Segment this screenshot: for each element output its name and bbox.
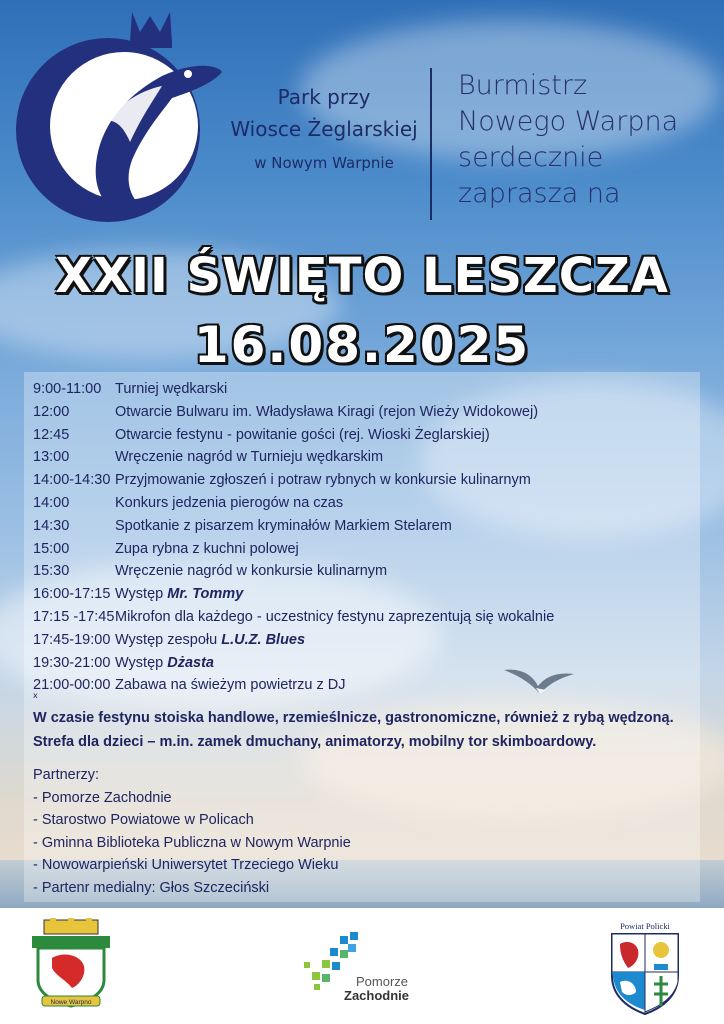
schedule-time: 17:15 -17:45 [33, 608, 115, 625]
info-text [33, 706, 703, 754]
performer-name: Mr. Tommy [167, 586, 244, 603]
park-text [228, 82, 420, 180]
schedule-desc-text: Wręczenie nagród w Turnieju wędkarskim [115, 449, 384, 466]
event-date: 16.08.2025 [193, 316, 531, 374]
schedule-row [33, 446, 693, 469]
partner-item: - Partenr medialny: Głos Szczeciński [33, 879, 270, 896]
info-line: Strefa dla dzieci – m.in. zamek dmuchany, animatorzy, mobilny tor skimboardowy. [33, 734, 597, 750]
schedule-desc-text: Spotkanie z pisarzem kryminałów Markiem Stelarem [115, 517, 452, 534]
schedule-desc [115, 674, 345, 697]
schedule-time: 14:00-14:30 [33, 472, 111, 489]
park-line-2: Wiosce Żeglarskiej [230, 117, 418, 141]
mayor-line: Burmistrz [458, 70, 588, 101]
schedule-desc [115, 424, 490, 447]
schedule-desc [115, 538, 299, 561]
schedule-time: 14:00 [33, 494, 70, 511]
schedule-desc-text: Turniej wędkarski [115, 381, 228, 397]
info-line: W czasie festynu stoiska handlowe, rzemieślnicze, gastronomiczne, również z rybą wędzoną. [33, 710, 674, 726]
performer-name: Dżasta [167, 654, 214, 671]
schedule-desc-text: Mikrofon dla każdego - uczestnicy festynu zaprezentują się wokalnie [115, 608, 555, 625]
schedule-time: 15:00 [33, 540, 70, 557]
schedule-row [33, 538, 693, 561]
schedule-time: 12:00 [33, 403, 70, 420]
schedule-desc [115, 492, 343, 515]
schedule-desc-text: Otwarcie festynu - powitanie gości (rej. Wioski Żeglarskiej) [115, 426, 490, 443]
performer-name: L.U.Z. Blues [221, 631, 306, 648]
schedule-desc-text: Konkurs jedzenia pierogów na czas [115, 494, 344, 511]
pz-line-1: Pomorze [356, 974, 409, 989]
event-title: XXII ŚWIĘTO LESZCZA [55, 248, 669, 304]
schedule-time: 16:00-17:15 [33, 586, 111, 603]
partners-heading: Partnerzy: [33, 767, 100, 783]
schedule-desc-text: Występ [115, 654, 168, 671]
schedule-desc [115, 515, 452, 538]
schedule-row [33, 515, 693, 538]
schedule-desc-text: Występ zespołu [115, 631, 222, 648]
header-divider [430, 68, 432, 220]
schedule-row [33, 401, 693, 424]
schedule-row [33, 606, 693, 629]
mayor-line: serdecznie [458, 142, 604, 173]
partner-item: - Gminna Biblioteka Publiczna w Nowym Warpnie [33, 834, 351, 851]
schedule-row [33, 492, 693, 515]
pp-label: Powiat Policki [620, 921, 670, 931]
schedule-row [33, 674, 693, 697]
schedule-time: 14:30 [33, 517, 70, 534]
schedule-row [33, 378, 693, 401]
partner-item: - Starostwo Powiatowe w Policach [33, 812, 254, 828]
mayor-invitation [458, 68, 678, 212]
schedule-time: 21:00-00:00 [33, 677, 111, 694]
schedule-desc [115, 606, 554, 629]
schedule-desc [115, 652, 214, 675]
park-line-1: Park przy [277, 85, 371, 109]
schedule-row [33, 629, 693, 652]
schedule-desc-text: Wręczenie nagród w konkursie kulinarnym [115, 563, 388, 580]
schedule-desc-text: Występ [115, 586, 168, 603]
schedule-time: 9:00-11:00 [33, 381, 102, 397]
schedule-desc [115, 560, 387, 583]
mayor-line: zaprasza na [458, 178, 621, 209]
partner-item: - Nowowarpieński Uniwersytet Trzeciego Wieku [33, 857, 339, 873]
schedule-time: 15:30 [33, 563, 70, 580]
schedule-desc [115, 378, 227, 401]
schedule-desc [115, 629, 305, 652]
schedule-desc [115, 446, 383, 469]
pomorze-zachodnie-logo-icon [300, 928, 420, 1006]
schedule-row [33, 583, 693, 606]
schedule-desc [115, 401, 538, 424]
schedule-time: 17:45-19:00 [33, 631, 111, 648]
mayor-line: Nowego Warpna [458, 106, 679, 137]
schedule-desc-text: Otwarcie Bulwaru im. Władysława Kiragi (rejon Wieży Widokowej) [115, 403, 539, 420]
fish-crown-logo-icon [12, 2, 224, 238]
pz-line-2: Zachodnie [344, 988, 410, 1003]
partner-item: - Pomorze Zachodnie [33, 789, 172, 806]
nowe-warpno-coat-of-arms-icon [30, 918, 112, 1010]
schedule-desc-text: Zupa rybna z kuchni polowej [115, 540, 299, 557]
seagull-icon [502, 664, 576, 698]
schedule-desc [115, 583, 243, 606]
schedule-row [33, 469, 693, 492]
partners [33, 764, 533, 899]
nw-label: Nowe Warpno [50, 999, 92, 1006]
schedule-desc [115, 469, 531, 492]
schedule-row [33, 424, 693, 447]
schedule-row [33, 560, 693, 583]
schedule-time: 12:45 [33, 426, 70, 443]
powiat-policki-coat-of-arms-icon [606, 920, 684, 1016]
x-mark: x [33, 691, 38, 700]
schedule-list [33, 378, 693, 697]
schedule-time: 19:30-21:00 [33, 654, 111, 671]
schedule-row [33, 652, 693, 675]
schedule-desc-text: Zabawa na świeżym powietrzu z DJ [115, 677, 346, 694]
park-line-3: w Nowym Warpnie [254, 154, 394, 172]
schedule-time: 13:00 [33, 449, 70, 466]
schedule-desc-text: Przyjmowanie zgłoszeń i potraw rybnych w konkursie kulinarnym [115, 472, 531, 489]
